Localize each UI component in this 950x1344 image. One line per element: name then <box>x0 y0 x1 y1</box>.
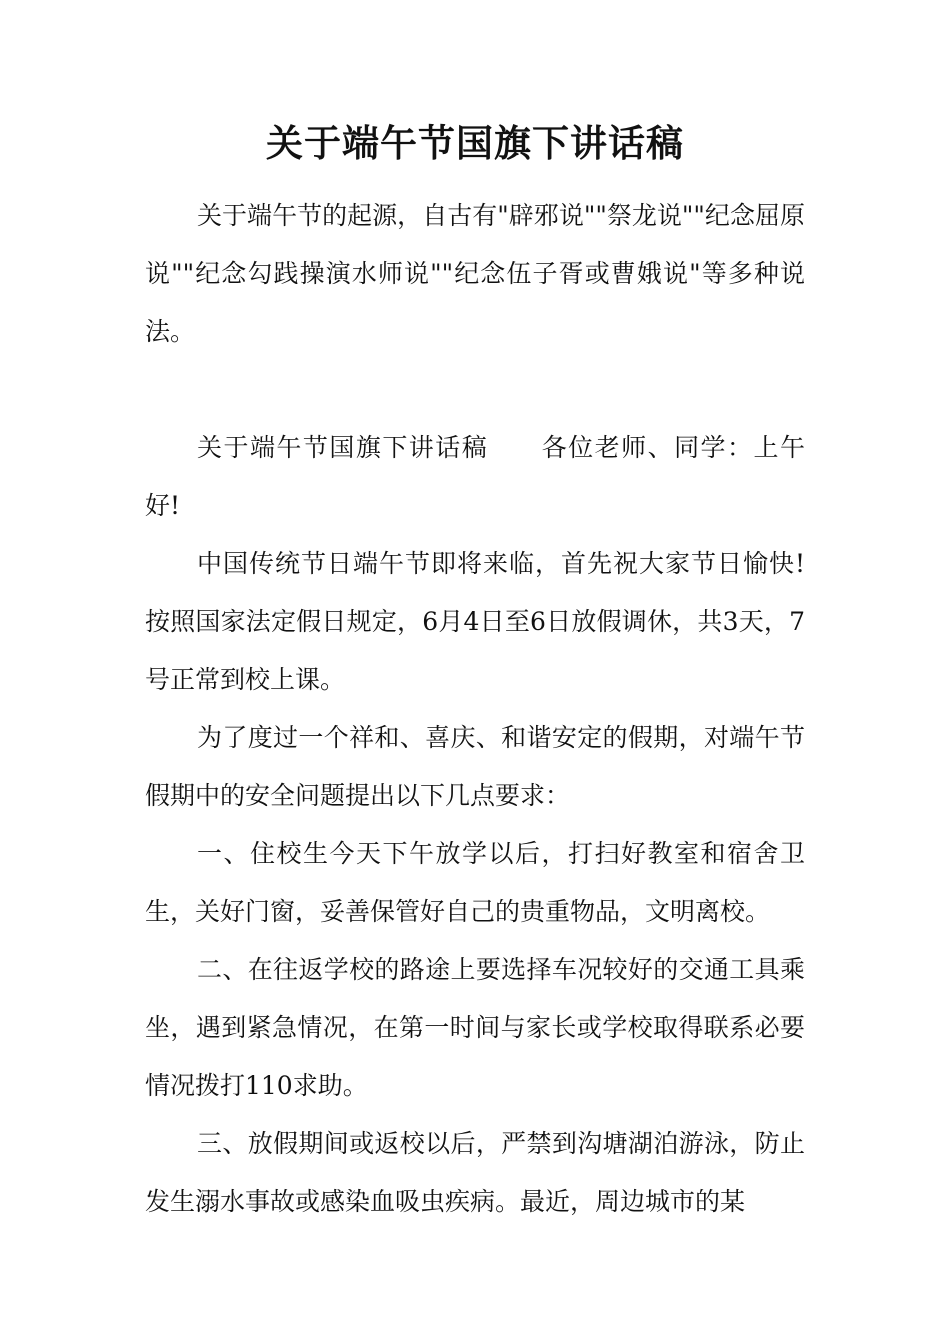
document-body <box>145 187 805 1231</box>
greeting-text: 各位老师、同学：上午好! <box>145 433 805 520</box>
intro-paragraph: 关于端午节的起源，自古有"辟邪说""祭龙说""纪念屈原说""纪念勾践操演水师说""纪念伍子胥或曹娥说"等多种说法。 <box>145 201 805 346</box>
paragraph-gap <box>145 361 805 419</box>
body-paragraph-holiday: 中国传统节日端午节即将来临，首先祝大家节日愉快!按照国家法定假日规定，6月4日至6日放假调休，共3天，7号正常到校上课。 <box>145 549 805 694</box>
body-paragraph-item-1: 一、住校生今天下午放学以后，打扫好教室和宿舍卫生，关好门窗，妥善保管好自己的贵重物品，文明离校。 <box>145 839 805 926</box>
greeting-heading: 关于端午节国旗下讲话稿 <box>197 433 489 462</box>
body-paragraph-item-2: 二、在往返学校的路途上要选择车况较好的交通工具乘坐，遇到紧急情况，在第一时间与家长或学校取得联系必要情况拨打110求助。 <box>145 955 805 1100</box>
document-title: 关于端午节国旗下讲话稿 <box>266 122 684 165</box>
body-paragraph-item-3: 三、放假期间或返校以后，严禁到沟塘湖泊游泳，防止发生溺水事故或感染血吸虫疾病。最近，周边城市的某 <box>145 1129 805 1216</box>
body-paragraph-requirements: 为了度过一个祥和、喜庆、和谐安定的假期，对端午节假期中的安全问题提出以下几点要求： <box>145 723 805 810</box>
greeting-paragraph <box>145 419 805 535</box>
